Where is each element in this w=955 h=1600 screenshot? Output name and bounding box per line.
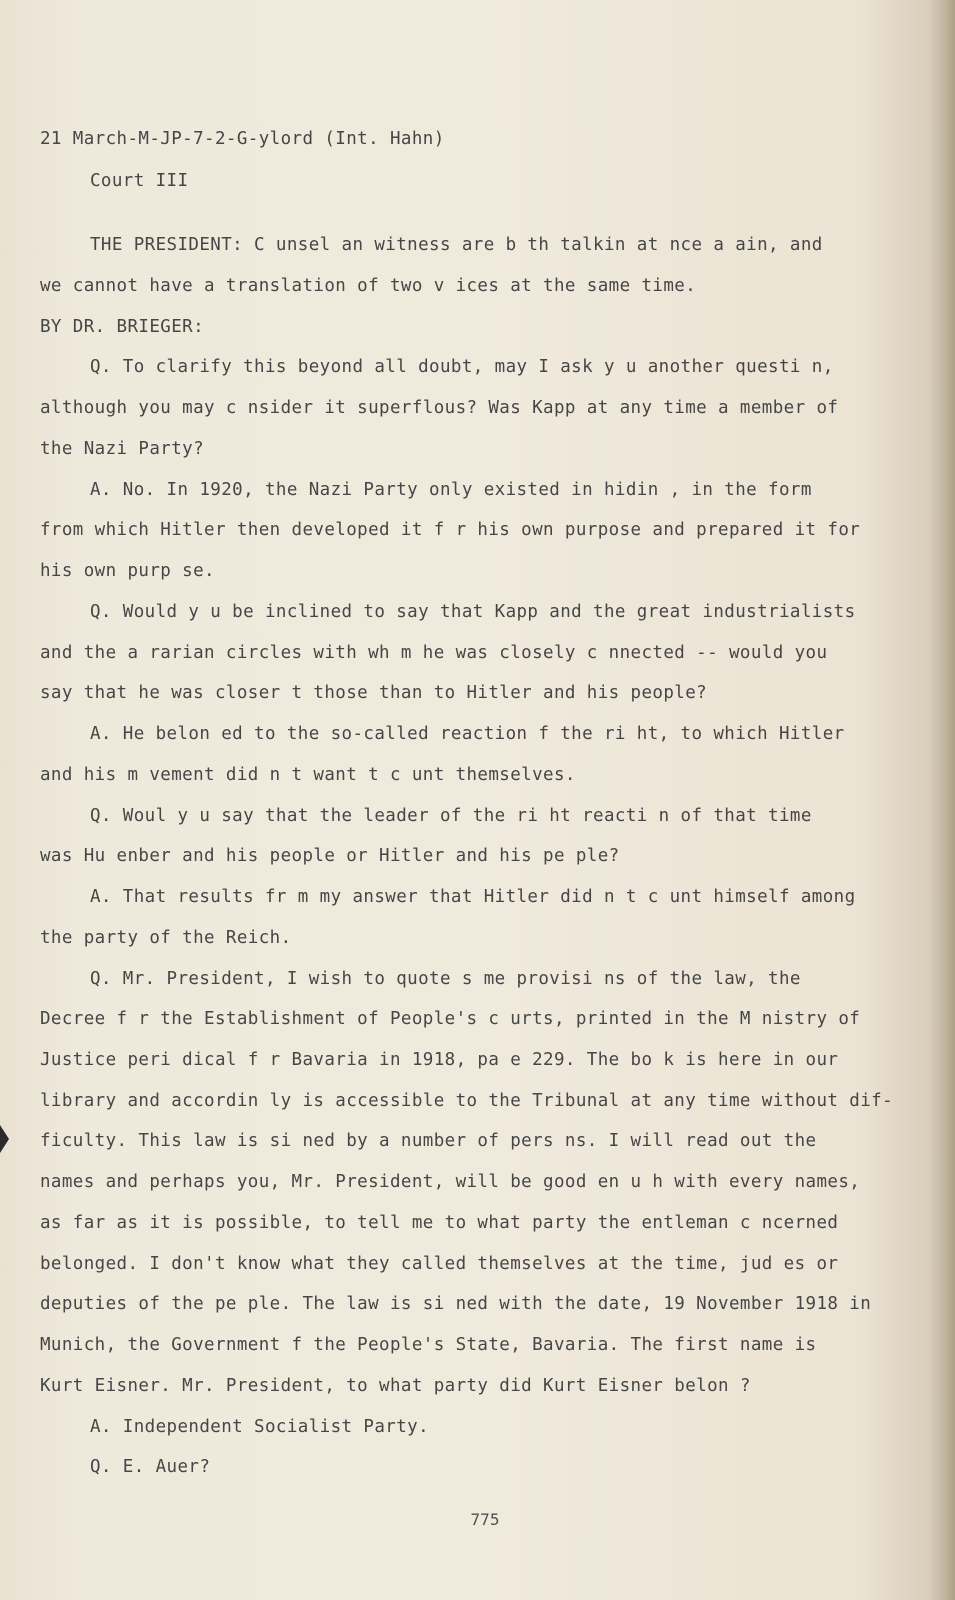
text-line: names and perhaps you, Mr. President, will be good en u h with every names, xyxy=(40,1172,861,1192)
header-reference: 21 March-M-JP-7-2-G-ylord (Int. Hahn) xyxy=(40,129,445,149)
text-line: Decree f r the Establishment of People's c urts, printed in the M nistry of xyxy=(40,1009,861,1029)
text-line: belonged. I don't know what they called themselves at the time, jud es or xyxy=(40,1254,839,1274)
text-line: his own purp se. xyxy=(40,561,215,581)
text-line: THE PRESIDENT: C unsel an witness are b th talkin at nce a ain, and xyxy=(90,235,823,255)
text-line: was Hu enber and his people or Hitler and his pe ple? xyxy=(40,846,620,866)
text-line: although you may c nsider it superflous? Was Kapp at any time a member of xyxy=(40,398,839,418)
text-line: Justice peri dical f r Bavaria in 1918, pa e 229. The bo k is here in our xyxy=(40,1050,839,1070)
court-label: Court III xyxy=(90,171,189,191)
binder-mark xyxy=(0,1125,9,1153)
text-line: A. He belon ed to the so-called reaction f the ri ht, to which Hitler xyxy=(90,724,845,744)
text-line: and his m vement did n t want t c unt themselves. xyxy=(40,765,576,785)
text-line: the party of the Reich. xyxy=(40,928,292,948)
text-line: A. No. In 1920, the Nazi Party only existed in hidin , in the form xyxy=(90,480,812,500)
text-line: the Nazi Party? xyxy=(40,439,205,459)
text-line: Q. Mr. President, I wish to quote s me provisi ns of the law, the xyxy=(90,969,801,989)
page-number: 775 xyxy=(470,1510,500,1529)
text-line: ficulty. This law is si ned by a number of pers ns. I will read out the xyxy=(40,1131,817,1151)
text-line: say that he was closer t those than to Hitler and his people? xyxy=(40,683,708,703)
text-line: library and accordin ly is accessible to the Tribunal at any time without dif- xyxy=(40,1091,893,1111)
text-line: and the a rarian circles with wh m he was closely c nnected -- would you xyxy=(40,643,828,663)
text-line: Q. To clarify this beyond all doubt, may I ask y u another questi n, xyxy=(90,357,834,377)
text-line: deputies of the pe ple. The law is si ned with the date, 19 November 1918 in xyxy=(40,1294,872,1314)
text-line: A. Independent Socialist Party. xyxy=(90,1417,430,1437)
text-line: Q. Woul y u say that the leader of the ri ht reacti n of that time xyxy=(90,806,812,826)
text-line: Q. Would y u be inclined to say that Kapp and the great industrialists xyxy=(90,602,856,622)
text-line: Munich, the Government f the People's State, Bavaria. The first name is xyxy=(40,1335,817,1355)
text-line: BY DR. BRIEGER: xyxy=(40,317,205,337)
text-line: A. That results fr m my answer that Hitler did n t c unt himself among xyxy=(90,887,856,907)
page-edge-shadow xyxy=(929,0,955,1600)
text-line: from which Hitler then developed it f r his own purpose and prepared it for xyxy=(40,520,861,540)
text-line: Kurt Eisner. Mr. President, to what party did Kurt Eisner belon ? xyxy=(40,1376,751,1396)
text-line: Q. E. Auer? xyxy=(90,1457,211,1477)
text-line: we cannot have a translation of two v ices at the same time. xyxy=(40,276,697,296)
text-line: as far as it is possible, to tell me to what party the entleman c ncerned xyxy=(40,1213,839,1233)
